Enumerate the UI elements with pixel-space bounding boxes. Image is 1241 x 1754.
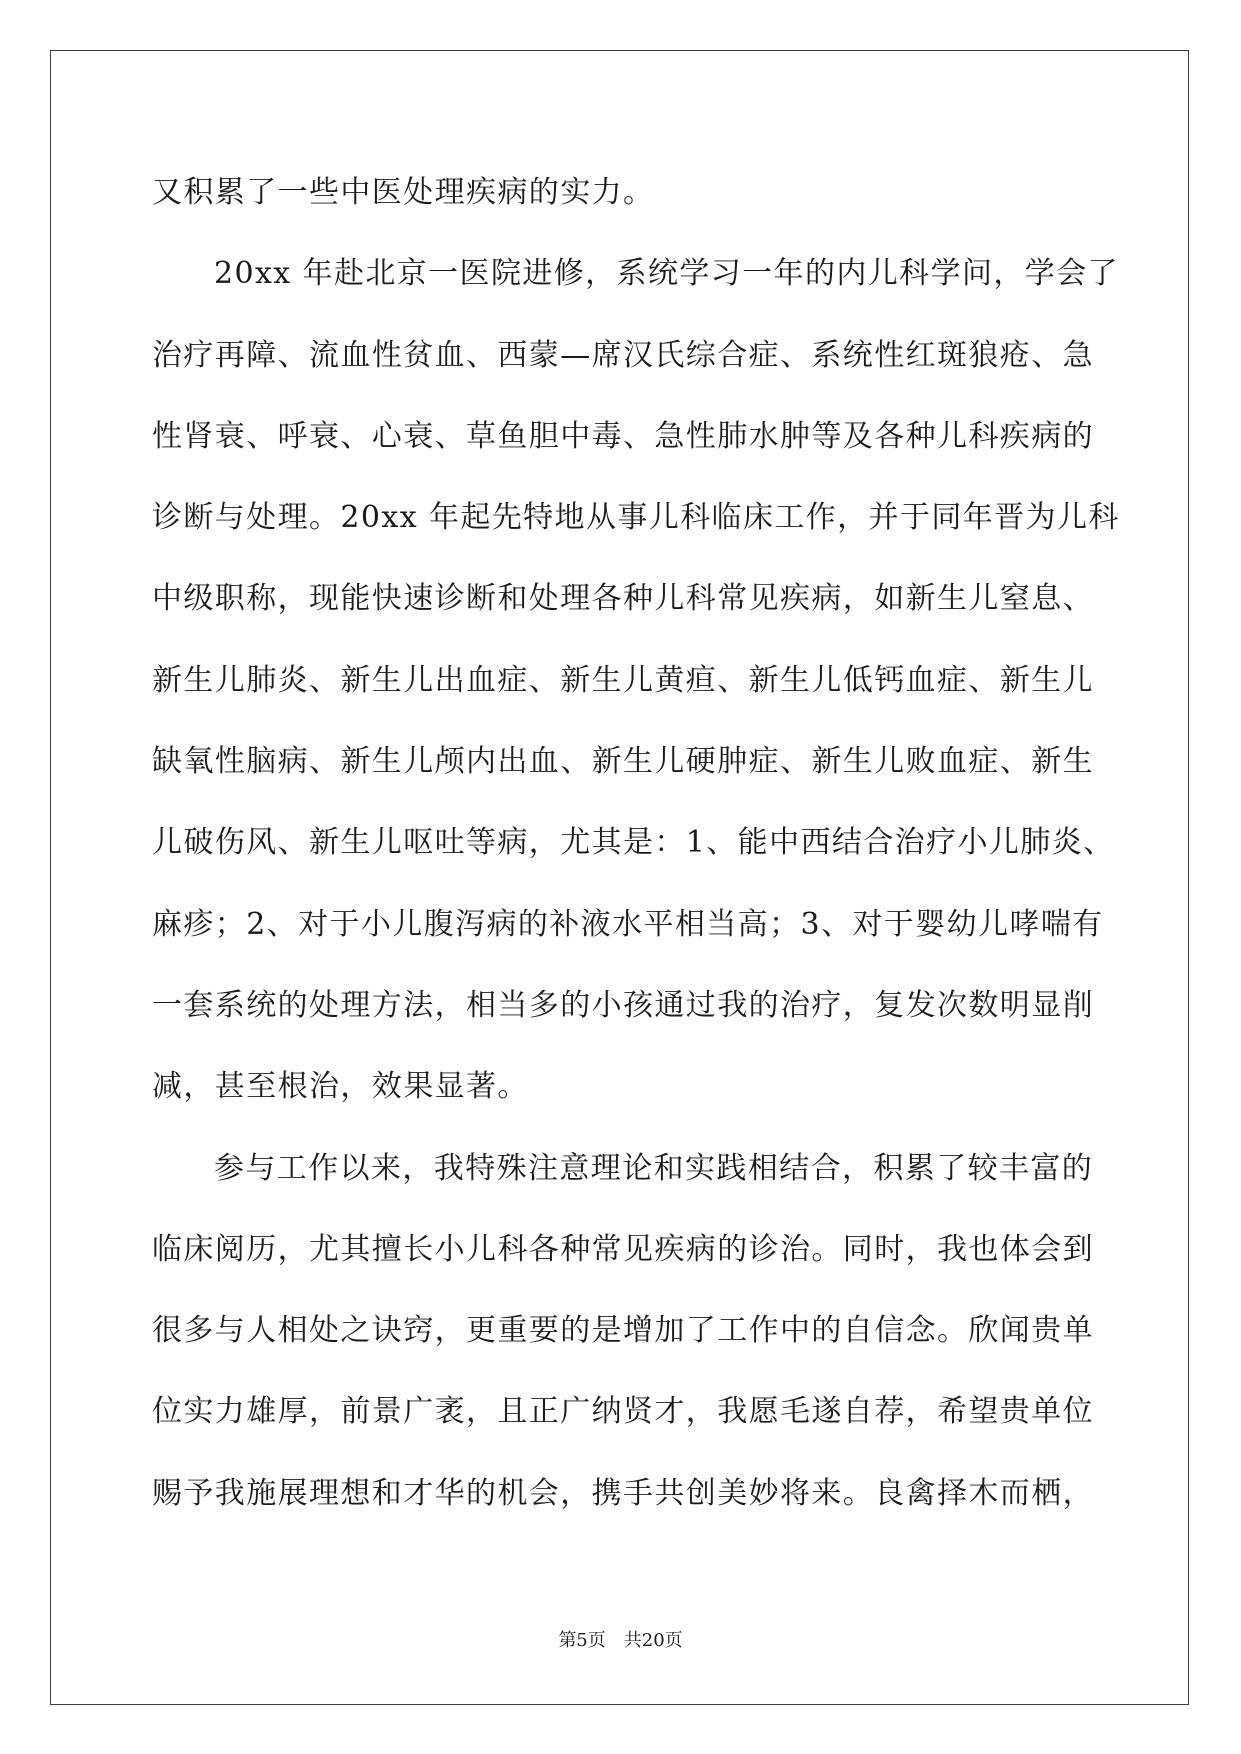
text-line: 新生儿肺炎、新生儿出血症、新生儿黄疸、新生儿低钙血症、新生儿	[152, 662, 1094, 698]
text-line: 临床阅历，尤其擅长小儿科各种常见疾病的诊治。同时，我也体会到	[152, 1231, 1094, 1267]
page-footer: 第5页 共20页	[558, 1630, 683, 1651]
text-line: 赐予我施展理想和才华的机会，携手共创美妙将来。良禽择木而栖，	[152, 1475, 1094, 1511]
text-line: 一套系统的处理方法，相当多的小孩通过我的治疗，复发次数明显削	[152, 987, 1094, 1023]
text-line: 又积累了一些中医处理疾病的实力。	[152, 175, 655, 210]
text-line: 很多与人相处之诀窍，更重要的是增加了工作中的自信念。欣闻贵单	[152, 1313, 1094, 1349]
text-line: 减，甚至根治，效果显著。	[152, 1069, 529, 1105]
paragraph-start-line: 20xx 年赴北京一医院进修，系统学习一年的内儿科学问，学会了	[214, 256, 1119, 292]
text-line: 中级职称，现能快速诊断和处理各种儿科常见疾病，如新生儿窒息、	[152, 581, 1094, 617]
text-line: 治疗再障、流血性贫血、西蒙—席汉氏综合症、系统性红斑狼疮、急	[152, 337, 1094, 373]
document-body	[152, 152, 1132, 1534]
text-line: 麻疹；2、对于小儿腹泻病的补液水平相当高；3、对于婴幼儿哮喘有	[152, 906, 1104, 942]
text-line: 缺氧性脑病、新生儿颅内出血、新生儿硬肿症、新生儿败血症、新生	[152, 744, 1094, 780]
text-line: 儿破伤风、新生儿呕吐等病，尤其是：1、能中西结合治疗小儿肺炎、	[152, 825, 1115, 861]
paragraph-start-line: 参与工作以来，我特殊注意理论和实践相结合，积累了较丰富的	[214, 1150, 1094, 1186]
text-line: 诊断与处理。20xx 年起先特地从事儿科临床工作，并于同年晋为儿科	[152, 500, 1120, 536]
text-line: 位实力雄厚，前景广袤，且正广纳贤才，我愿毛遂自荐，希望贵单位	[152, 1394, 1094, 1430]
text-line: 性肾衰、呼衰、心衰、草鱼胆中毒、急性肺水肿等及各种儿科疾病的	[152, 418, 1094, 454]
